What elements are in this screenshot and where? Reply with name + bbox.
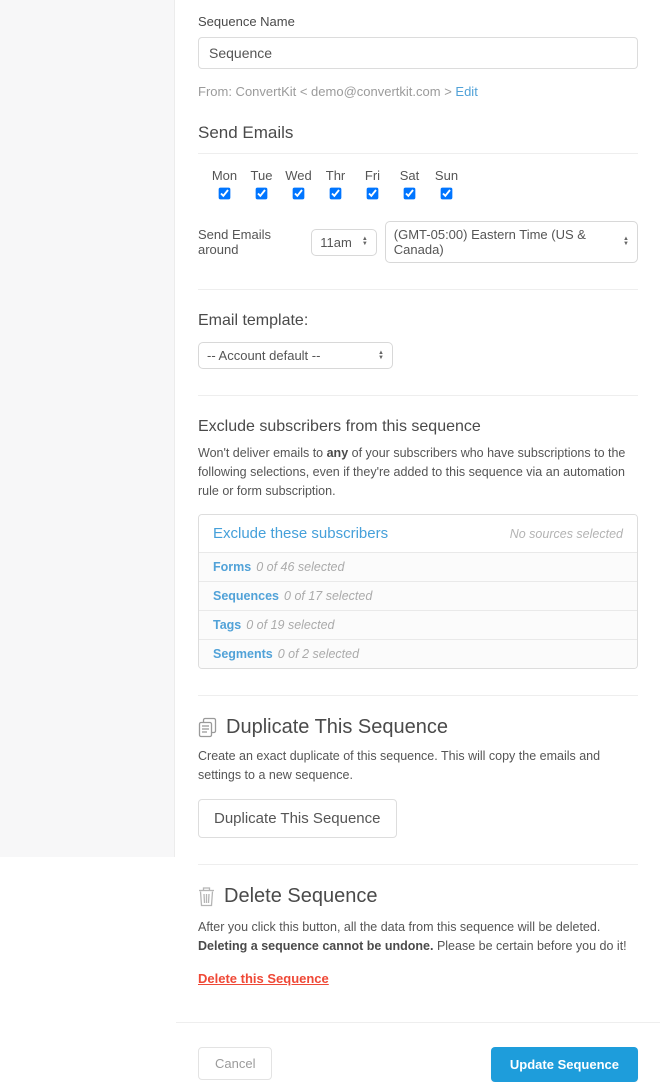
- tags-selected-count: 0 of 19 selected: [246, 618, 335, 633]
- day-tue: [243, 168, 280, 203]
- day-thr-label: Thr: [325, 168, 346, 183]
- exclude-panel-title-link[interactable]: Exclude these subscribers: [213, 525, 389, 543]
- send-days-group: [206, 168, 638, 203]
- duplicate-description: Create an exact duplicate of this sequence. This will copy the emails and settings to a new sequence.: [198, 749, 601, 782]
- stepper-arrows-icon: ▲ ▼: [623, 236, 629, 247]
- stepper-arrows-icon: ▲ ▼: [361, 236, 368, 247]
- day-sat-checkbox[interactable]: [404, 188, 416, 200]
- delete-heading: [198, 885, 638, 908]
- left-sidebar-panel: [0, 0, 175, 857]
- delete-line2-rest: Please be certain before you do it!: [433, 938, 627, 953]
- section-divider: [198, 395, 638, 396]
- day-sat: [391, 168, 428, 203]
- exclude-row-forms[interactable]: [199, 552, 637, 581]
- duplicate-heading-text: Duplicate This Sequence: [226, 716, 448, 739]
- day-fri: [354, 168, 391, 203]
- forms-link[interactable]: Forms: [213, 560, 252, 575]
- day-sun-checkbox[interactable]: [441, 188, 453, 200]
- footer-bar: [176, 1022, 660, 1082]
- day-wed-label: Wed: [285, 168, 312, 183]
- email-template-heading: Email template:: [198, 312, 309, 329]
- sequence-name-label: Sequence Name: [198, 14, 295, 29]
- exclude-description-pre: Won't deliver emails to: [198, 446, 327, 460]
- section-divider: [198, 695, 638, 696]
- timezone-select[interactable]: [385, 221, 638, 263]
- exclude-row-sequences[interactable]: [199, 581, 637, 610]
- sequences-selected-count: 0 of 17 selected: [284, 589, 373, 604]
- send-emails-heading: Send Emails: [198, 123, 638, 154]
- edit-from-link[interactable]: Edit: [455, 84, 478, 99]
- timezone-value: (GMT-05:00) Eastern Time (US & Canada): [393, 227, 586, 257]
- send-time-select[interactable]: [311, 229, 377, 256]
- delete-line2-bold: Deleting a sequence cannot be undone.: [198, 938, 434, 953]
- section-divider: [198, 289, 638, 290]
- day-sun: [428, 168, 465, 203]
- sequence-settings-panel: [176, 0, 660, 1073]
- day-wed-checkbox[interactable]: [293, 188, 305, 200]
- sequence-name-input[interactable]: [198, 37, 638, 69]
- day-mon: [206, 168, 243, 203]
- duplicate-heading: [198, 716, 638, 739]
- tags-link[interactable]: Tags: [213, 618, 242, 633]
- segments-link[interactable]: Segments: [213, 647, 273, 662]
- day-mon-checkbox[interactable]: [219, 188, 231, 200]
- day-wed: [280, 168, 317, 203]
- send-around-label: Send Emails around: [198, 227, 271, 257]
- copy-icon: [198, 717, 217, 738]
- stepper-arrows-icon: ▲ ▼: [378, 349, 384, 361]
- trash-icon: [198, 886, 215, 907]
- send-time-value: 11am: [320, 234, 352, 250]
- section-divider: [198, 864, 638, 865]
- day-tue-label: Tue: [250, 168, 273, 183]
- cancel-button[interactable]: Cancel: [198, 1047, 272, 1080]
- exclude-sources-panel: [198, 514, 638, 669]
- exclude-panel-status: No sources selected: [509, 526, 623, 541]
- delete-sequence-link[interactable]: Delete this Sequence: [198, 971, 329, 987]
- segments-selected-count: 0 of 2 selected: [277, 647, 360, 662]
- forms-selected-count: 0 of 46 selected: [256, 560, 345, 575]
- update-sequence-button[interactable]: Update Sequence: [491, 1047, 638, 1082]
- exclude-description-bold: any: [326, 446, 349, 460]
- delete-heading-text: Delete Sequence: [224, 884, 378, 907]
- exclude-description: [198, 444, 638, 500]
- day-tue-checkbox[interactable]: [256, 188, 268, 200]
- duplicate-sequence-button[interactable]: Duplicate This Sequence: [198, 799, 397, 838]
- from-text: From: ConvertKit < demo@convertkit.com >: [198, 84, 452, 99]
- day-sat-label: Sat: [399, 168, 420, 183]
- email-template-select[interactable]: [198, 342, 393, 369]
- day-thr: [317, 168, 354, 203]
- email-template-value: -- Account default --: [207, 348, 321, 363]
- exclude-panel-header: [199, 515, 637, 552]
- day-fri-label: Fri: [364, 168, 381, 183]
- exclude-row-tags[interactable]: [199, 610, 637, 639]
- send-around-row: [198, 221, 638, 263]
- exclude-heading: Exclude subscribers from this sequence: [198, 418, 481, 435]
- sequences-link[interactable]: Sequences: [213, 589, 280, 604]
- day-sun-label: Sun: [434, 168, 459, 183]
- delete-description: [198, 918, 638, 956]
- day-thr-checkbox[interactable]: [330, 188, 342, 200]
- delete-line1: After you click this button, all the data from this sequence will be deleted.: [198, 919, 601, 934]
- day-fri-checkbox[interactable]: [367, 188, 379, 200]
- exclude-row-segments[interactable]: [199, 639, 637, 668]
- exclude-description-post: of your subscribers who have subscriptions to the following selections, even if they're added to this sequence via an automation rule or form subscription.: [198, 446, 626, 498]
- from-line: [198, 84, 638, 99]
- day-mon-label: Mon: [211, 168, 238, 183]
